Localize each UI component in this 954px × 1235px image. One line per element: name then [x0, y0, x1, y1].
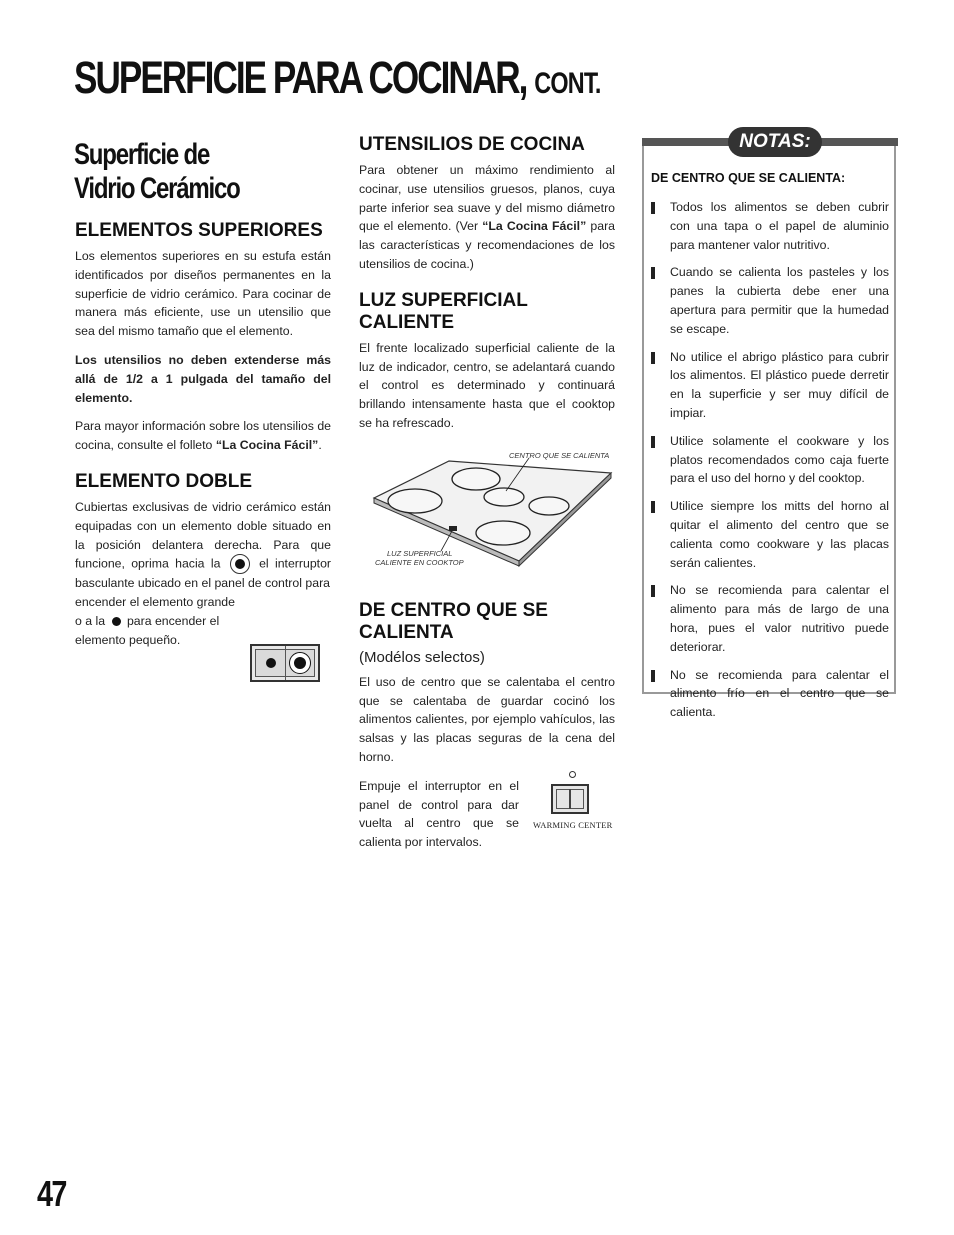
paragraph-doble-part2: el interruptor basculante ubicado en el panel de control para — [75, 556, 332, 591]
burner-front-right — [476, 521, 530, 545]
subheading-modelos: (Modélos selectos) — [359, 648, 485, 666]
indicator-light-icon — [569, 771, 576, 778]
burner-back-right — [529, 497, 569, 515]
notes-item-text: No se recomienda para calentar el alimento frío en el centro que se calienta. — [670, 667, 889, 720]
paragraph-elementos-3 — [75, 417, 331, 455]
bullet-icon — [651, 670, 655, 682]
switch-separator — [285, 646, 286, 680]
bullet-icon — [651, 202, 655, 214]
heading-elemento-doble: ELEMENTO DOBLE — [75, 470, 252, 492]
bullet-icon — [651, 352, 655, 364]
notes-badge: NOTAS: — [728, 127, 822, 157]
notes-list — [651, 198, 889, 731]
burner-back-left — [452, 468, 500, 490]
section-title-line2: Vidrio Cerámico — [74, 172, 240, 205]
label-hot-surface-line1: LUZ SUPERFICIAL — [387, 548, 453, 558]
small-element-dot-icon — [112, 617, 121, 626]
column-left — [75, 220, 331, 660]
page-title — [74, 52, 601, 104]
paragraph-luz: El frente localizado superficial caliente de la luz de indicador, centro, se adelantará cuando el control es determinado y continuará brillando intensamente hasta que el cooktop se ha refrescado. — [359, 340, 615, 430]
bullet-icon — [651, 436, 655, 448]
notes-item — [651, 666, 889, 722]
notes-item — [651, 432, 889, 488]
notes-item-text: Utilice siempre los mitts del horno al quitar el alimento del centro que se calienta como cookware y las placas serán calientes. — [670, 499, 889, 570]
section-title — [74, 138, 334, 206]
notes-item — [651, 497, 889, 572]
bullet-icon — [651, 501, 655, 513]
paragraph-doble-1 — [75, 498, 331, 593]
notes-heading: DE CENTRO QUE SE CALIENTA: — [651, 171, 846, 185]
notes-item — [651, 348, 889, 423]
column-middle — [359, 134, 615, 862]
page-title-cont: CONT. — [534, 67, 601, 100]
dual-element-switch-icon — [250, 644, 320, 682]
paragraph-elementos-3-end: . — [318, 438, 322, 453]
heading-utensilios: UTENSILIOS DE COCINA — [359, 134, 585, 155]
paragraph-elementos-warning: Los utensilios no deben extenderse más allá de 1/2 a 1 pulgada del tamaño del elemento. — [75, 352, 331, 405]
bullet-icon — [651, 267, 655, 279]
heading-centro: DE CENTRO QUE SE CALIENTA — [359, 599, 548, 643]
paragraph-utensilios-end: para las características y recomendaciones de los utensilios de cocina.) — [359, 219, 615, 271]
hot-surface-light — [449, 526, 457, 531]
paragraph-utensilios — [359, 161, 615, 274]
notes-item-text: Utilice solamente el cookware y los platos recomendados como caja fuerte para el uso del horno y del cooktop. — [670, 433, 889, 486]
warming-button-line — [569, 789, 571, 809]
warming-center-switch — [533, 771, 617, 830]
notes-item — [651, 263, 889, 338]
large-element-dial-icon — [230, 554, 250, 574]
section-title-line1: Superficie de — [74, 138, 210, 171]
booklet-name: “La Cocina Fácil” — [215, 438, 319, 453]
paragraph-doble-2 — [75, 593, 241, 649]
warming-center-burner — [484, 488, 524, 506]
paragraph-elementos-3-text: Para mayor información sobre los utensilios de cocina, consulte el folleto — [75, 419, 331, 453]
paragraph-doble-part4: para encender el elemento pequeño. — [75, 613, 220, 647]
notes-item-text: Cuando se calienta los pasteles y los panes la cubierta debe ener una apertura para permitir que la humedad se escape. — [670, 265, 889, 336]
heading-elementos-superiores: ELEMENTOS SUPERIORES — [75, 220, 323, 241]
paragraph-doble-part3: encender el elemento grande o a la — [75, 595, 235, 628]
page-title-main: SUPERFICIE PARA COCINAR, — [74, 52, 527, 103]
paragraph-utensilios-text: Para obtener un máximo rendimiento al cocinar, use utensilios gruesos, planos, cuya parte inferior sea suave y del mismo diámetro que el elemento. (Ver — [359, 163, 615, 234]
paragraph-centro-1: El uso de centro que se calentaba el centro que se calentaba de guardar cocinó los alimentos calientes, por ejemplo vahículos, las salsas y las placas seguras de la cena del horno. — [359, 674, 615, 764]
warming-button-icon — [551, 784, 589, 814]
bullet-icon — [651, 585, 655, 597]
warming-center-label: WARMING CENTER — [533, 820, 613, 830]
notes-item-text: No utilice el abrigo plástico para cubrir los alimentos. El plástico puede derretir en la superficie y ser muy difícil de impiar. — [670, 349, 889, 420]
small-element-dot-icon — [266, 658, 276, 668]
paragraph-doble-part1: Cubiertas exclusivas de vidrio cerámico están equipadas con un elemento doble situado en la posición delantera derecha. Para que funcione, oprima hacia la — [75, 499, 331, 571]
paragraph-elementos-1: Los elementos superiores en su estufa están identificados por diseños permanentes en la superficie de vidrio cerámico. Para cocinar de manera más eficiente, use un utensilio que sea del mismo tamaño que el elemento. — [75, 249, 331, 339]
heading-luz-superficial: LUZ SUPERFICIAL CALIENTE — [359, 289, 528, 333]
cooktop-diagram — [359, 443, 615, 578]
notes-item — [651, 581, 889, 656]
paragraph-centro-2: Empuje el interruptor en el panel de control para dar vuelta al centro que se calienta por intervalos. — [359, 778, 519, 850]
burner-front-left — [388, 489, 442, 513]
page-number: 47 — [37, 1173, 66, 1214]
booklet-name: “La Cocina Fácil” — [482, 219, 587, 234]
label-hot-surface-line2: CALIENTE EN COOKTOP — [375, 557, 464, 567]
notes-item-text: Todos los alimentos se deben cubrir con una tapa o el papel de aluminio para mantener valor nutritivo. — [670, 200, 889, 252]
large-element-ring-icon — [289, 652, 311, 674]
label-warming-center: CENTRO QUE SE CALIENTA — [509, 450, 610, 460]
notes-item — [651, 198, 889, 254]
notes-item-text: No se recomienda para calentar el alimento para más de largo de una hora, pues el valor nutritivo puede deteriorar. — [670, 583, 889, 654]
